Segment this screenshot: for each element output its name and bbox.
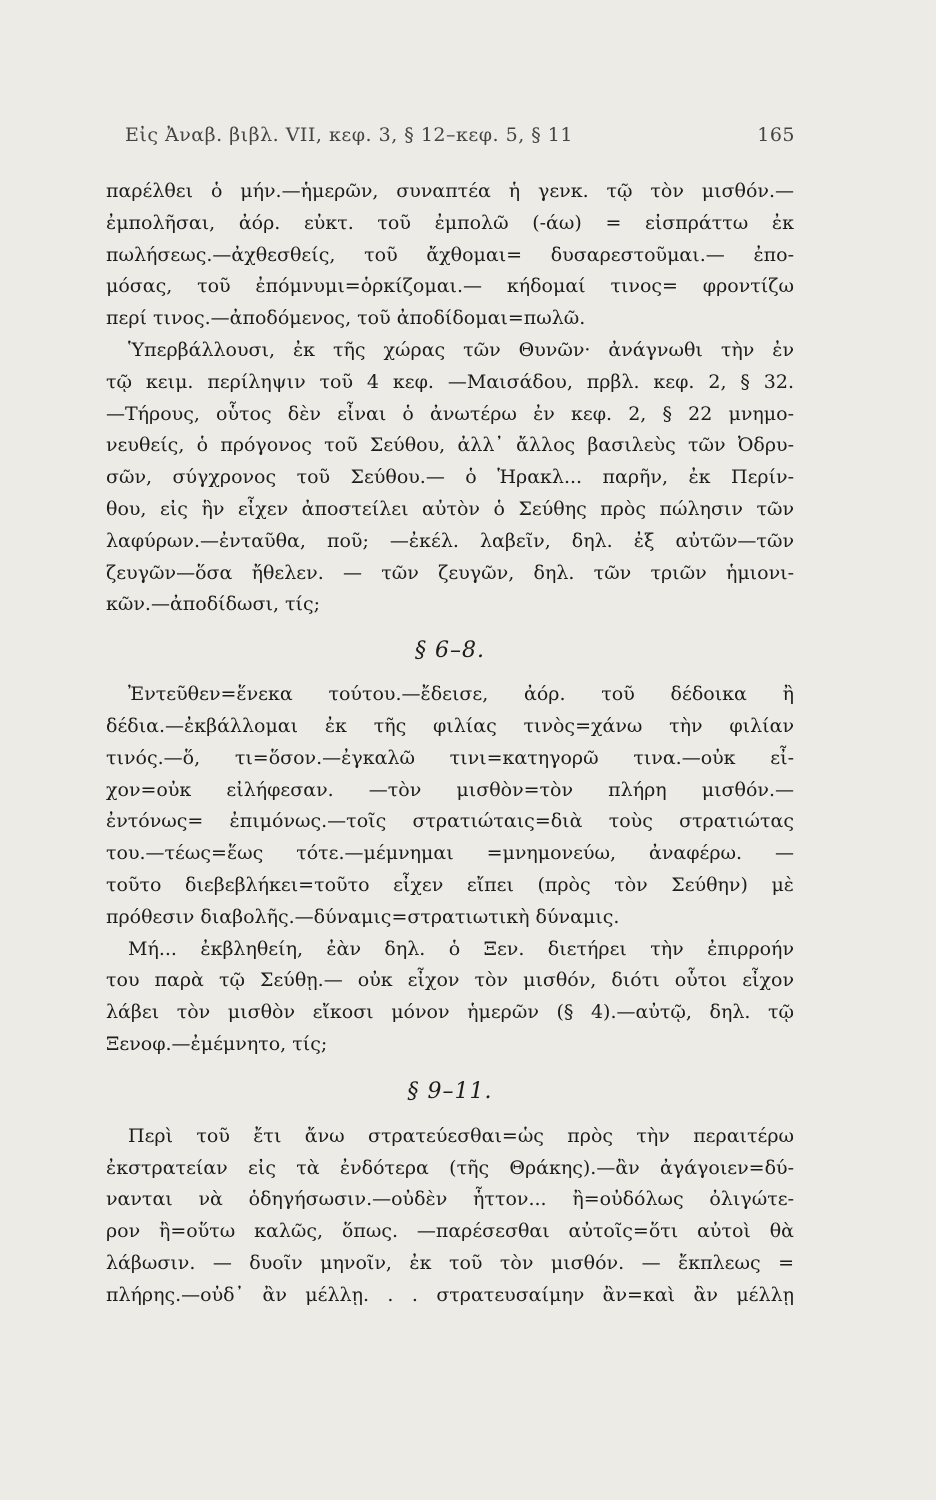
text-line: Ὑπερβάλλουσι, ἐκ τῆς χώρας τῶν Θυνῶν· ἀνάγνωθι τὴν ἐν: [128, 338, 794, 361]
text-line: νευθείς, ὁ πρόγονος τοῦ Σεύθου, ἀλλ᾽ ἄλλος βασιλεὺς τῶν Ὀδρυ-: [106, 434, 794, 457]
text-line: τινός.—ὅ, τι=ὅσον.—ἐγκαλῶ τινι=κατηγορῶ τινα.—οὐκ εἶ-: [106, 746, 794, 769]
text-line: χον=οὐκ εἰλήφεσαν. —τὸν μισθὸν=τὸν πλήρη μισθόν.—: [106, 778, 794, 801]
text-line: του παρὰ τῷ Σεύθῃ.— οὐκ εἶχον τὸν μισθόν, διότι οὗτοι εἶχον: [106, 969, 794, 992]
text-line: σῶν, σύγχρονος τοῦ Σεύθου.— ὁ Ἡρακλ... παρῆν, ἐκ Περίν-: [106, 466, 794, 489]
text-line: τῷ κειμ. περίληψιν τοῦ 4 κεφ. —Μαισάδου, πρβλ. κεφ. 2, § 32.: [106, 370, 794, 393]
text-line: θου, εἰς ἣν εἶχεν ἀποστείλει αὐτὸν ὁ Σεύθης πρὸς πώλησιν τῶν: [106, 497, 794, 520]
text-line: περί τινος.—ἀποδόμενος, τοῦ ἀποδίδομαι=πωλῶ.: [106, 307, 586, 330]
text-line: μόσας, τοῦ ἐπόμνυμι=ὁρκίζομαι.— κήδομαί τινος= φροντίζω: [106, 275, 794, 298]
commentary-text: [106, 176, 794, 1312]
text-line: ρον ἢ=οὕτω καλῶς, ὅπως. —παρέσεσθαι αὐτοῖς=ὅτι αὐτοὶ θὰ: [106, 1220, 794, 1243]
text-line: παρέλθει ὁ μήν.—ἡμερῶν, συναπτέα ἡ γενκ. τῷ τὸν μισθόν.—: [106, 180, 794, 202]
text-line: ἐμπολῆσαι, ἀόρ. εὐκτ. τοῦ ἐμπολῶ (-άω) = εἰσπράττω ἐκ: [106, 211, 794, 234]
page-number: 165: [757, 124, 795, 146]
text-line: λάβει τὸν μισθὸν εἴκοσι μόνον ἡμερῶν (§ 4).—αὐτῷ, δηλ. τῷ: [106, 1001, 794, 1024]
page-header: [125, 124, 795, 146]
text-line: ζευγῶν—ὅσα ἤθελεν. — τῶν ζευγῶν, δηλ. τῶν τριῶν ἡμιονι-: [106, 561, 794, 584]
text-line: Ἐντεῦθεν=ἕνεκα τούτου.—ἔδεισε, ἀόρ. τοῦ δέδοικα ἢ: [128, 683, 794, 706]
running-title: Εἰς Ἀναβ. βιβλ. VII, κεφ. 3, § 12–κεφ. 5, § 11: [125, 124, 573, 146]
text-line: πωλήσεως.—ἀχθεσθείς, τοῦ ἄχθομαι= δυσαρεστοῦμαι.— ἐπο-: [106, 243, 794, 266]
text-line: νανται νὰ ὁδηγήσωσιν.—οὐδὲν ἧττον... ἢ=οὐδόλως ὀλιγώτε-: [106, 1188, 794, 1211]
section-heading: § 9–11.: [407, 1078, 493, 1104]
text-line: ἐντόνως= ἐπιμόνως.—τοῖς στρατιώταις=διὰ τοὺς στρατιώτας: [106, 810, 794, 833]
text-line: πρόθεσιν διαβολῆς.—δύναμις=στρατιωτικὴ δύναμις.: [106, 905, 620, 928]
text-line: τοῦτο διεβεβλήκει=τοῦτο εἶχεν εἴπει (πρὸς τὸν Σεύθην) μὲ: [106, 873, 794, 896]
text-line: λάβωσιν. — δυοῖν μηνοῖν, ἐκ τοῦ τὸν μισθόν. — ἔκπλεως =: [106, 1251, 794, 1274]
text-line: του.—τέως=ἕως τότε.—μέμνημαι =μνημονεύω, ἀναφέρω. —: [106, 842, 794, 865]
text-line: δέδια.—ἐκβάλλομαι ἐκ τῆς φιλίας τινὸς=χάνω τὴν φιλίαν: [106, 714, 794, 737]
text-line: Ξενοφ.—ἐμέμνητο, τίς;: [106, 1032, 328, 1055]
text-line: Μή... ἐκβληθείη, ἐὰν δηλ. ὁ Ξεν. διετήρει τὴν ἐπιρροήν: [128, 937, 794, 960]
text-line: πλήρης.—οὐδ᾽ ἂν μέλλῃ. . . στρατευσαίμην ἂν=καὶ ἂν μέλλῃ: [106, 1283, 794, 1306]
text-line: ἐκστρατείαν εἰς τὰ ἐνδότερα (τῆς Θράκης).—ἂν ἀγάγοιεν=δύ-: [106, 1156, 794, 1179]
text-line: λαφύρων.—ἐνταῦθα, ποῦ; —ἐκέλ. λαβεῖν, δηλ. ἐξ αὐτῶν—τῶν: [106, 529, 794, 552]
text-line: Περὶ τοῦ ἔτι ἄνω στρατεύεσθαι=ὡς πρὸς τὴν περαιτέρω: [128, 1124, 794, 1147]
section-heading: § 6–8.: [415, 638, 485, 664]
text-line: —Τήρους, οὗτος δὲν εἶναι ὁ ἀνωτέρω ἐν κεφ. 2, § 22 μνημο-: [106, 402, 794, 425]
text-line: κῶν.—ἀποδίδωσι, τίς;: [106, 593, 321, 616]
